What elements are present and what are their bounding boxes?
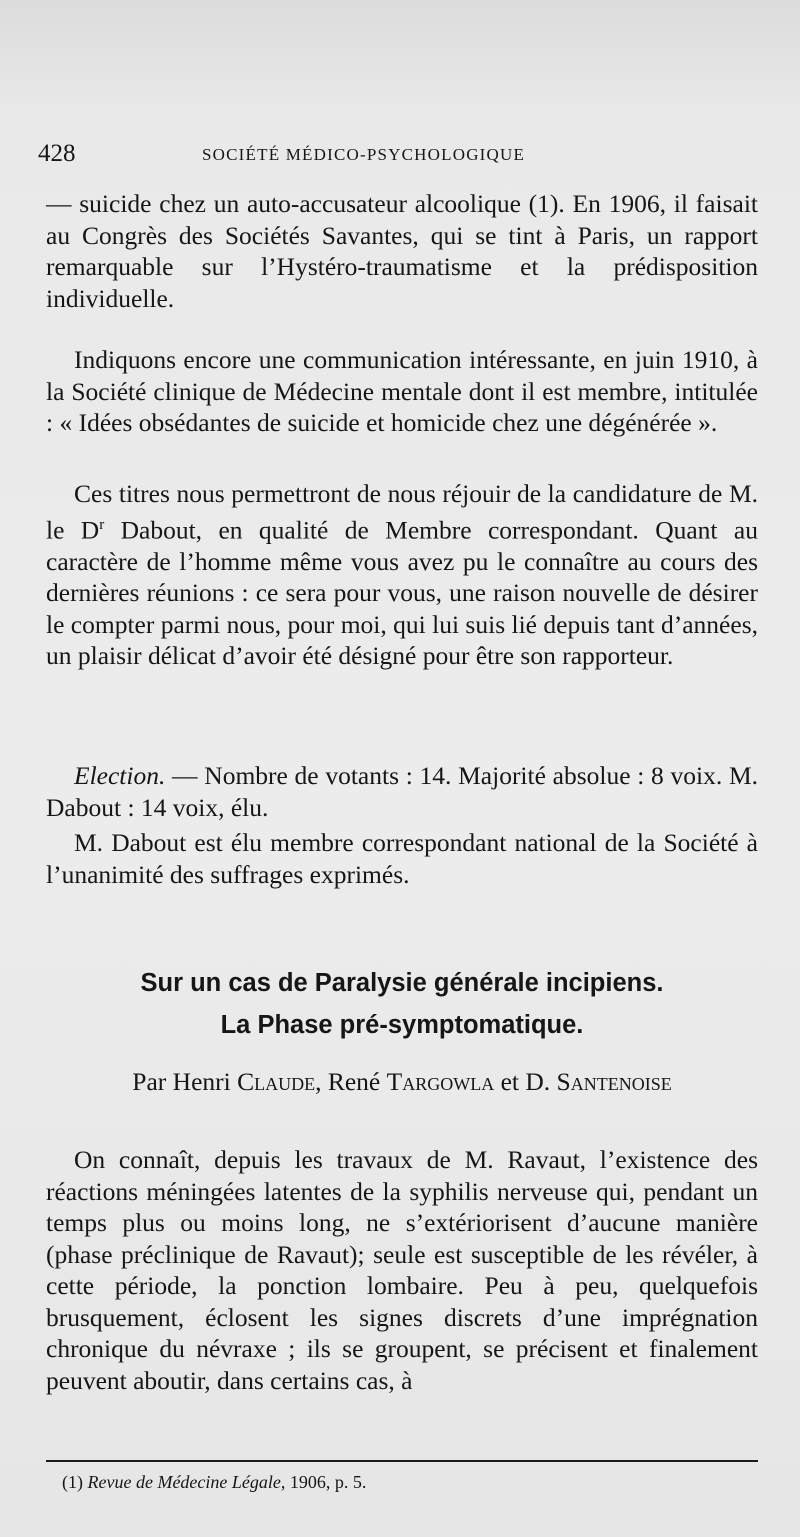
byline-separator-2: et D.	[494, 1067, 557, 1096]
article-subtitle: La Phase pré-symptomatique.	[220, 1011, 584, 1039]
page-number: 428	[38, 140, 76, 167]
author-claude: Claude	[237, 1067, 316, 1096]
author-santenoise: Santenoise	[556, 1067, 672, 1096]
doctor-superscript: r	[99, 516, 105, 533]
paragraph-candidature	[46, 478, 758, 672]
footnote	[62, 1472, 366, 1493]
footnote-marker: (1)	[62, 1472, 88, 1492]
election-result: — Nombre de votants : 14. Majorité absolue : 8 voix. M. Dabout : 14 voix, élu.	[46, 761, 758, 822]
candidature-text-end: Dabout, en qualité de Membre correspondant. Quant au caractère de l’homme même vous avez pu le connaître au cours des dernières réunions : ce sera pour vous, une raison nouvelle de désirer le compter parmi nous, pour moi, qui lui suis lié depuis tant d’années, un plaisir délicat d’avoir été désigné pour être son rapporteur.	[46, 515, 758, 670]
byline-prefix: Par Henri	[132, 1067, 238, 1096]
election-label: Election.	[74, 761, 166, 790]
paragraph-suicide-report: — suicide chez un auto-accusateur alcoolique (1). En 1906, il faisait au Congrès des Sociétés Savantes, qui se tint à Paris, un rapport remarquable sur l’Hystéro-traumatisme et la prédisposition individuelle.	[46, 189, 758, 313]
paragraph-elected: M. Dabout est élu membre correspondant national de la Société à l’unanimité des suffrages exprimés.	[46, 828, 758, 889]
footnote-divider	[46, 1460, 758, 1462]
paragraph-election	[46, 760, 758, 823]
footnote-details: , 1906, p. 5.	[280, 1472, 367, 1492]
byline-separator-1: , René	[315, 1067, 387, 1096]
article-title: Sur un cas de Paralysie générale incipiens.	[140, 969, 664, 997]
page-header	[38, 140, 758, 174]
author-targowla: Targowla	[386, 1067, 495, 1096]
paragraph-communication: Indiquons encore une communication intéressante, en juin 1910, à la Société clinique de Médecine mentale dont il est membre, intitulée : « Idées obsédantes de suicide et homicide chez une dégénérée ».	[46, 345, 758, 437]
footnote-source: Revue de Médecine Légale	[87, 1472, 281, 1492]
candidature-text-start: Ces titres nous permettront de nous réjouir de la candidature de M. le D	[46, 479, 758, 544]
article-byline	[46, 1066, 758, 1098]
paragraph-ravaut: On connaît, depuis les travaux de M. Ravaut, l’existence des réactions méningées latentes de la syphilis nerveuse qui, pendant un temps plus ou moins long, ne s’extériorisent d’aucune manière (phase préclinique de Ravaut); seule est susceptible de les révéler, à cette période, la ponction lombaire. Peu à peu, quelquefois brusquement, éclosent les signes discrets d’une imprégnation chronique du névraxe ; ils se groupent, se précisent et finalement peuvent aboutir, dans certains cas, à	[46, 1145, 758, 1395]
running-head: SOCIÉTÉ MÉDICO-PSYCHOLOGIQUE	[202, 145, 526, 164]
